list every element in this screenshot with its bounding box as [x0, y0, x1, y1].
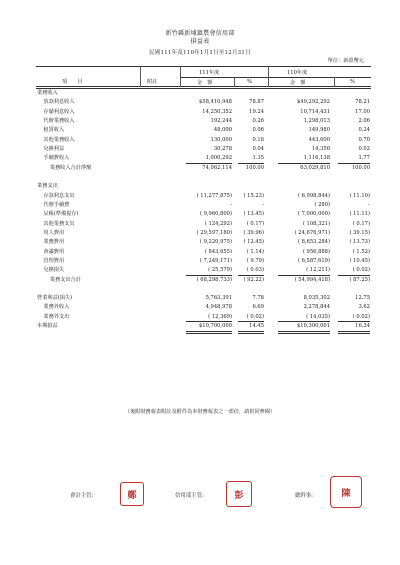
cell-pct-110: ( 10.45) — [349, 257, 370, 264]
row-label: 營業利益(損失) — [37, 295, 73, 301]
row-label: 代辦業務收入 — [43, 118, 75, 125]
cell-amount-110: ( 12,211) — [306, 267, 330, 274]
cell-pct-110: 1.77 — [358, 155, 370, 162]
cell-pct-110: ( 0.02) — [352, 267, 370, 274]
cell-pct-110: 0.02 — [358, 146, 370, 153]
header-pct-111: % — [247, 79, 252, 85]
row-label: 存儲利息收入 — [43, 108, 75, 115]
header-top-rule — [36, 66, 371, 67]
cell-pct-110: 17.00 — [355, 108, 370, 115]
cell-amount-111: 48,000 — [213, 127, 232, 134]
cell-amount-110: 10,714,431 — [300, 108, 330, 115]
cell-pct-111: ( 9.79) — [246, 257, 264, 264]
cell-pct-110: ( 13.73) — [349, 239, 370, 246]
cell-amount-110: ( 54,994,418) — [294, 276, 330, 283]
cell-amount-111: ( 29,597,180) — [196, 229, 232, 236]
cell-amount-111: 74,062,114 — [202, 164, 232, 171]
cell-pct-111: 0.04 — [252, 146, 264, 153]
cell-amount-110: ( 108,321) — [302, 220, 330, 227]
cell-amount-111: 14,250,352 — [202, 108, 232, 115]
cell-amount-110: 2,278,844 — [303, 304, 330, 311]
cell-pct-110: 0.24 — [358, 127, 370, 134]
table-row — [0, 118, 400, 127]
cell-pct-111: ( 0.17) — [246, 220, 264, 227]
table-row — [0, 295, 400, 304]
cell-pct-110: 3.62 — [358, 304, 370, 311]
row-label: 其他業務收入 — [43, 136, 75, 143]
row-label: 放款利息收入 — [43, 99, 75, 106]
cell-pct-111: 6.69 — [252, 304, 264, 311]
cell-pct-110: ( 11.10) — [349, 192, 370, 199]
row-label: 業務支出合計 — [49, 276, 81, 283]
cell-pct-111: ( 13.45) — [243, 211, 264, 218]
header-note: 附註 — [147, 79, 158, 85]
table-row — [0, 137, 400, 146]
row-label: 代辦手續費 — [43, 201, 70, 208]
table-row — [0, 258, 400, 267]
header-amount-111: 金 額 — [197, 80, 213, 86]
table-row — [0, 99, 400, 108]
cell-pct-111: ( 39.96) — [243, 229, 264, 236]
double-underline — [338, 331, 370, 334]
divider-note — [140, 66, 141, 87]
cell-amount-111: 130,000 — [210, 136, 232, 143]
table-row — [0, 267, 400, 276]
cell-amount-111: ( 68,298,733) — [196, 276, 232, 283]
table-row — [0, 230, 400, 239]
row-label: 業務外收入 — [43, 304, 70, 311]
cell-pct-111: ( 12.45) — [243, 239, 264, 246]
table-row — [0, 304, 400, 313]
cell-amount-110: 1,116,138 — [303, 155, 330, 162]
cell-amount-111: $10,700,000 — [198, 323, 232, 330]
cell-amount-110: 8,035,302 — [303, 295, 330, 301]
footnote: （後附財務報表附註及附件為本財務報表之一部份，請併同參閱） — [124, 409, 276, 415]
row-label: 業務收入 — [37, 90, 58, 96]
cell-pct-111: ( 15.23) — [243, 192, 264, 199]
cell-pct-111: - — [262, 201, 264, 208]
table-row — [0, 155, 400, 164]
table-row — [0, 221, 400, 230]
table-row — [0, 249, 400, 258]
currency-unit: 單位：新臺幣元 — [327, 58, 364, 64]
double-underline — [278, 331, 330, 334]
org-title: 新竹縣新埔鎮農會信用部 — [165, 30, 235, 37]
cell-pct-111: 0.18 — [252, 136, 264, 143]
cell-pct-110: 2.06 — [358, 118, 370, 125]
cell-pct-110: ( 1.52) — [352, 248, 370, 255]
cell-amount-111: ( 25,579) — [208, 267, 232, 274]
header-year-110: 110年度 — [287, 70, 308, 76]
row-label: 手續費收入 — [43, 155, 70, 162]
table-row — [0, 90, 400, 99]
divider-y2-pct — [334, 77, 335, 87]
document-title: 損益表 — [190, 38, 210, 45]
row-label: 租賃收入 — [43, 127, 65, 134]
cell-pct-110: ( 11.11) — [349, 211, 370, 218]
cell-pct-111: 0.06 — [252, 127, 264, 134]
cell-amount-111: ( 9,960,800) — [199, 211, 232, 218]
cell-amount-111: ( 11,277,875) — [196, 192, 232, 199]
cell-amount-110: $10,300,001 — [296, 323, 330, 330]
director-seal-icon — [330, 476, 362, 508]
double-underline — [186, 331, 232, 334]
cell-amount-111: 192,244 — [210, 118, 232, 125]
row-label: 業務費用 — [43, 239, 65, 246]
cell-pct-110: ( 0.17) — [352, 220, 370, 227]
period-subtitle: 民國111年及110年1月1日至12月31日 — [149, 50, 251, 56]
row-label: 兌換利益 — [43, 146, 65, 153]
cell-amount-110: ( 8,653,284) — [297, 239, 330, 246]
accountant-seal-icon — [120, 482, 144, 506]
divider-y1 — [180, 66, 181, 87]
cell-amount-110: 149,980 — [308, 127, 330, 134]
double-underline — [238, 331, 264, 334]
cell-amount-110: ( 6,587,619) — [297, 257, 330, 264]
divider-y1-pct — [234, 77, 235, 87]
cell-amount-110: ( 280) — [314, 201, 330, 208]
cell-pct-111: 78.87 — [249, 99, 264, 106]
row-label: 業務支出 — [37, 183, 58, 190]
cell-pct-110: 78.21 — [355, 99, 370, 106]
table-row — [0, 323, 400, 332]
cell-amount-110: 14,356 — [311, 146, 330, 153]
header-bottom-rule-2 — [36, 88, 371, 89]
table-row — [0, 165, 400, 174]
cell-amount-111: ( 7,249,171) — [199, 257, 232, 264]
row-label: 會議費用 — [43, 248, 65, 255]
header-year-rule — [180, 77, 371, 78]
accountant-seal-text: 鄭 — [127, 490, 137, 501]
cell-pct-110: 12.75 — [355, 295, 370, 301]
cell-pct-110: ( 0.02) — [352, 313, 370, 320]
cell-amount-110: 1,298,013 — [303, 118, 330, 125]
cell-pct-111: 0.26 — [252, 118, 264, 125]
cell-amount-111: ( 124,292) — [204, 220, 232, 227]
table-row — [0, 277, 400, 286]
cell-amount-111: ( 12,369) — [208, 313, 232, 320]
table-row — [0, 211, 400, 220]
cell-amount-111: ( 9,220,975) — [199, 239, 232, 246]
cell-pct-111: 14.45 — [249, 323, 264, 330]
director-seal-text: 陳 — [341, 488, 351, 499]
header-item: 項 目 — [62, 79, 83, 85]
row-label: 本期損益 — [37, 323, 58, 330]
cell-amount-110: 443,600 — [308, 136, 330, 143]
cell-amount-111: - — [230, 201, 232, 208]
credit-head-label: 信用部主管: — [175, 493, 204, 499]
cell-amount-110: ( 956,888) — [302, 248, 330, 255]
table-row — [0, 314, 400, 323]
cell-amount-110: 63,029,810 — [300, 164, 330, 171]
divider-y2 — [268, 66, 269, 87]
header-year-111: 111年度 — [199, 70, 220, 76]
accountant-label: 會計主管: — [70, 493, 94, 499]
cell-pct-110: 16.34 — [355, 323, 370, 330]
cell-amount-110: ( 7,000,000) — [297, 211, 330, 218]
cell-amount-110: ( 14,035) — [306, 313, 330, 320]
cell-pct-110: - — [368, 201, 370, 208]
cell-amount-111: 1,000,292 — [205, 155, 232, 162]
row-label: 用人費用 — [43, 229, 65, 236]
row-label: 存款利息支出 — [43, 192, 75, 199]
cell-pct-111: ( 92.22) — [243, 276, 264, 283]
table-row — [0, 146, 400, 155]
cell-pct-111: ( 1.14) — [246, 248, 264, 255]
cell-pct-111: 7.78 — [252, 295, 264, 301]
row-label: 管理費用 — [43, 257, 65, 264]
cell-pct-111: ( 0.02) — [246, 313, 264, 320]
table-row — [0, 109, 400, 118]
row-label: 其他業務支出 — [43, 220, 75, 227]
cell-pct-110: ( 39.15) — [349, 229, 370, 236]
header-amount-110: 金 額 — [290, 80, 306, 86]
cell-pct-111: 100.00 — [245, 164, 264, 171]
row-label: 呆帳(準備提存) — [43, 211, 79, 218]
table-row — [0, 183, 400, 192]
cell-amount-110: $49,292,292 — [296, 99, 330, 106]
table-row — [0, 193, 400, 202]
credit-head-seal-icon — [226, 481, 252, 507]
cell-pct-111: 19.24 — [249, 108, 264, 115]
cell-amount-111: 30,278 — [213, 146, 232, 153]
cell-pct-111: 1.35 — [252, 155, 264, 162]
cell-amount-110: ( 6,998,844) — [297, 192, 330, 199]
cell-pct-110: ( 87.25) — [349, 276, 370, 283]
cell-amount-110: ( 24,676,971) — [294, 229, 330, 236]
cell-pct-110: 100.00 — [351, 164, 370, 171]
row-label: 業務收入合計淨額 — [49, 164, 92, 171]
cell-pct-111: ( 0.03) — [246, 267, 264, 274]
row-label: 兌換損失 — [43, 267, 65, 274]
cell-amount-111: 4,948,978 — [205, 304, 232, 311]
row-label: 業務外支出 — [43, 313, 70, 320]
cell-amount-111: 5,763,391 — [205, 295, 232, 301]
table-row — [0, 202, 400, 211]
header-pct-110: % — [350, 79, 355, 85]
cell-amount-111: ( 843,655) — [204, 248, 232, 255]
cell-pct-110: 0.70 — [358, 136, 370, 143]
table-row — [0, 127, 400, 136]
credit-head-seal-text: 彭 — [234, 490, 244, 501]
cell-amount-111: $58,410,948 — [198, 99, 232, 106]
director-label: 總幹事: — [295, 493, 313, 499]
table-row — [0, 239, 400, 248]
